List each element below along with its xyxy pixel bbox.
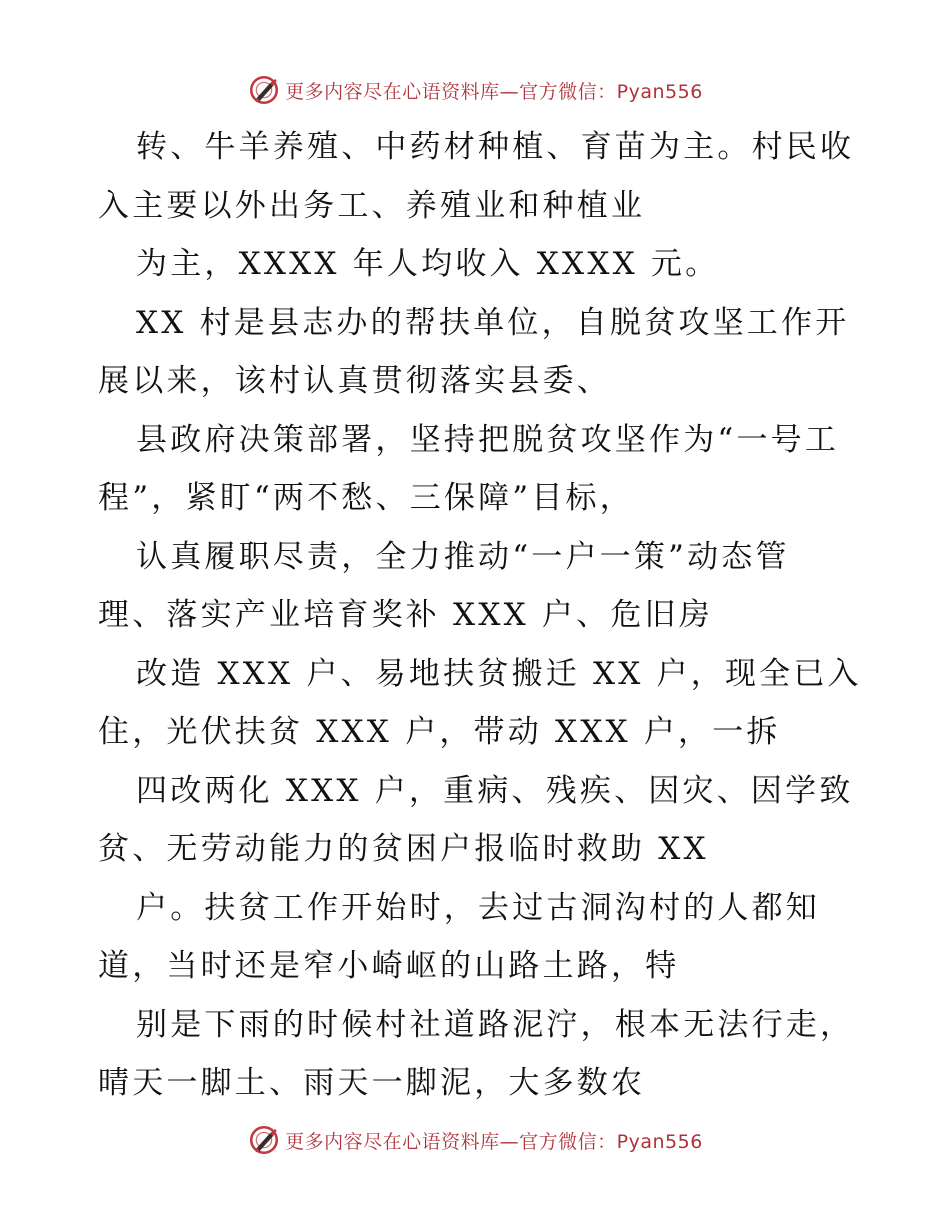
watermark-header [0,68,950,112]
document-body [98,118,868,1113]
text-line: 转、牛羊养殖、中药材种植、育苗为主。村民收 [136,129,855,165]
pen-nib-logo-icon [247,1123,281,1157]
text-line: 县政府决策部署，坚持把脱贫攻坚作为“一号工 [136,421,840,458]
text-line: 程”，紧盯“两不愁、三保障”目标， [98,480,634,516]
pen-nib-logo-icon [247,73,281,107]
text-line: 理、落实产业培育奖补 XXX 户、危旧房 [98,597,713,633]
text-line: 四改两化 XXX 户，重病、残疾、因灾、因学致 [136,772,854,809]
text-line: 展以来，该村认真贯彻落实县委、 [98,363,611,399]
watermark-text: 更多内容尽在心语资料库—官方微信：Pyan556 [285,80,703,103]
text-line: 入主要以外出务工、养殖业和种植业 [98,187,646,224]
text-line: 道，当时还是窄小崎岖的山路土路，特 [98,948,680,984]
text-line: 认真履职尽责，全力推动“一户一策”动态管 [136,538,790,575]
text-line: 户。扶贫工作开始时，去过古洞沟村的人都知 [136,889,820,926]
text-line: 晴天一脚土、雨天一脚泥，大多数农 [98,1065,646,1101]
watermark-footer [0,1118,950,1162]
text-line: 贫、无劳动能力的贫困户报临时救助 XX [98,831,709,867]
text-line: 为主，XXXX 年人均收入 XXXX 元。 [136,246,720,282]
watermark-text: 更多内容尽在心语资料库—官方微信：Pyan556 [285,1130,703,1153]
text-line: 住，光伏扶贫 XXX 户，带动 XXX 户，一拆 [98,714,781,750]
text-line: 别是下雨的时候村社道路泥泞，根本无法行走， [136,1006,855,1043]
text-line: 改造 XXX 户、易地扶贫搬迁 XX 户，现全已入 [136,655,862,692]
text-line: XX 村是县志办的帮扶单位，自脱贫攻坚工作开 [136,304,850,341]
